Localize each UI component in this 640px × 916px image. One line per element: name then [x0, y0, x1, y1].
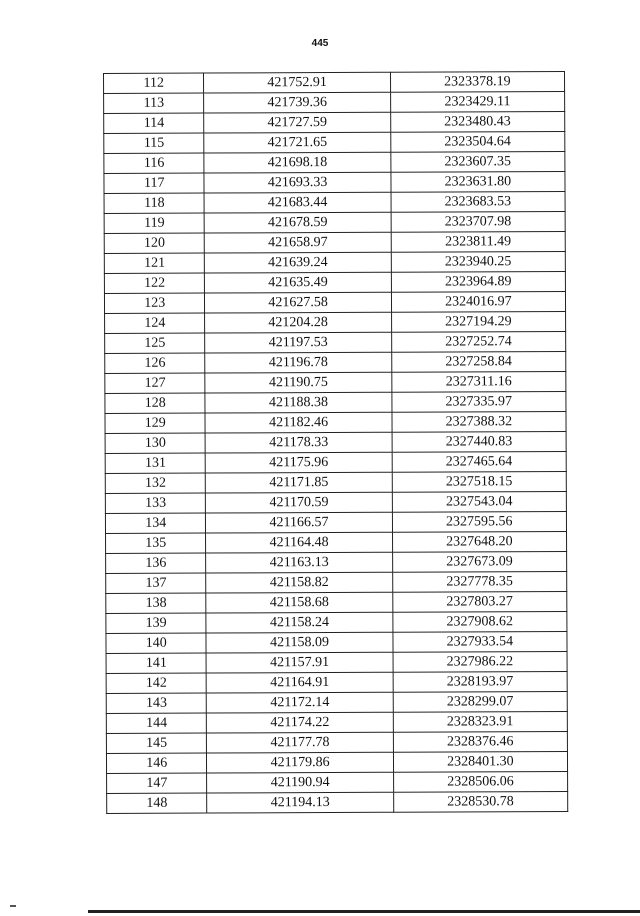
- point-number-cell: 130: [105, 433, 206, 453]
- y-coordinate-cell: 2323940.25: [391, 251, 565, 272]
- table-row: [106, 711, 567, 733]
- scan-artifact: [10, 905, 16, 907]
- point-number-cell: 126: [105, 353, 206, 373]
- table-row: [104, 71, 565, 93]
- y-coordinate-cell: 2323480.43: [390, 111, 564, 132]
- y-coordinate-cell: 2327908.62: [393, 611, 567, 632]
- y-coordinate-cell: 2327311.16: [391, 371, 565, 392]
- table-row: [106, 691, 567, 713]
- y-coordinate-cell: 2327335.97: [392, 391, 566, 412]
- table-row: [106, 551, 567, 573]
- y-coordinate-cell: 2323707.98: [391, 211, 565, 232]
- y-coordinate-cell: 2323683.53: [391, 191, 565, 212]
- table-row: [106, 591, 567, 613]
- x-coordinate-cell: 421678.59: [205, 212, 391, 233]
- point-number-cell: 123: [104, 293, 205, 313]
- y-coordinate-cell: 2327388.32: [392, 411, 566, 432]
- table-row: [105, 451, 566, 473]
- point-number-cell: 142: [106, 673, 207, 693]
- coordinate-table: [103, 71, 568, 814]
- point-number-cell: 136: [106, 553, 207, 573]
- table-row: [106, 671, 567, 693]
- y-coordinate-cell: 2327543.04: [392, 491, 566, 512]
- point-number-cell: 121: [104, 253, 205, 273]
- y-coordinate-cell: 2327465.64: [392, 451, 566, 472]
- x-coordinate-cell: 421698.18: [204, 152, 390, 173]
- x-coordinate-cell: 421627.58: [205, 292, 391, 313]
- x-coordinate-cell: 421639.24: [205, 252, 391, 273]
- x-coordinate-cell: 421190.94: [207, 772, 393, 793]
- point-number-cell: 128: [105, 393, 206, 413]
- point-number-cell: 127: [105, 373, 206, 393]
- table-row: [104, 291, 565, 313]
- y-coordinate-cell: 2328376.46: [393, 731, 567, 752]
- x-coordinate-cell: 421177.78: [207, 732, 393, 753]
- table-row: [104, 151, 565, 173]
- x-coordinate-cell: 421158.82: [206, 572, 392, 593]
- x-coordinate-cell: 421658.97: [205, 232, 391, 253]
- table-row: [105, 311, 566, 333]
- table-row: [106, 531, 567, 553]
- x-coordinate-cell: 421175.96: [206, 452, 392, 473]
- x-coordinate-cell: 421182.46: [205, 412, 391, 433]
- x-coordinate-cell: 421163.13: [206, 552, 392, 573]
- point-number-cell: 113: [104, 93, 205, 113]
- table-row: [104, 171, 565, 193]
- table-row: [104, 131, 565, 153]
- x-coordinate-cell: 421188.38: [205, 392, 391, 413]
- point-number-cell: 144: [106, 713, 207, 733]
- point-number-cell: 114: [104, 113, 205, 133]
- point-number-cell: 134: [105, 513, 206, 533]
- table-row: [106, 651, 567, 673]
- point-number-cell: 140: [106, 633, 207, 653]
- x-coordinate-cell: 421164.48: [206, 532, 392, 553]
- point-number-cell: 116: [104, 153, 205, 173]
- x-coordinate-cell: 421158.24: [206, 612, 392, 633]
- y-coordinate-cell: 2327648.20: [392, 531, 566, 552]
- point-number-cell: 131: [105, 453, 206, 473]
- point-number-cell: 122: [104, 273, 205, 293]
- y-coordinate-cell: 2328506.06: [393, 771, 567, 792]
- table-row: [104, 211, 565, 233]
- point-number-cell: 125: [105, 333, 206, 353]
- point-number-cell: 133: [105, 493, 206, 513]
- point-number-cell: 117: [104, 173, 205, 193]
- point-number-cell: 118: [104, 193, 205, 213]
- table-row: [105, 511, 566, 533]
- x-coordinate-cell: 421727.59: [204, 112, 390, 133]
- y-coordinate-cell: 2327933.54: [393, 631, 567, 652]
- y-coordinate-cell: 2327518.15: [392, 471, 566, 492]
- x-coordinate-cell: 421171.85: [206, 472, 392, 493]
- x-coordinate-cell: 421166.57: [206, 512, 392, 533]
- table-row: [105, 491, 566, 513]
- table-row: [105, 431, 566, 453]
- y-coordinate-cell: 2327194.29: [391, 311, 565, 332]
- y-coordinate-cell: 2327986.22: [393, 651, 567, 672]
- x-coordinate-cell: 421170.59: [206, 492, 392, 513]
- y-coordinate-cell: 2323378.19: [390, 71, 564, 92]
- y-coordinate-cell: 2327258.84: [391, 351, 565, 372]
- point-number-cell: 132: [105, 473, 206, 493]
- x-coordinate-cell: 421693.33: [204, 172, 390, 193]
- x-coordinate-cell: 421197.53: [205, 332, 391, 353]
- x-coordinate-cell: 421174.22: [207, 712, 393, 733]
- y-coordinate-cell: 2327440.83: [392, 431, 566, 452]
- point-number-cell: 141: [106, 653, 207, 673]
- table-row: [106, 571, 567, 593]
- y-coordinate-cell: 2327252.74: [391, 331, 565, 352]
- y-coordinate-cell: 2323429.11: [390, 91, 564, 112]
- table-row: [104, 191, 565, 213]
- point-number-cell: 137: [106, 573, 207, 593]
- x-coordinate-cell: 421683.44: [205, 192, 391, 213]
- table-row: [105, 391, 566, 413]
- page-number: 445: [311, 38, 329, 49]
- x-coordinate-cell: 421178.33: [206, 432, 392, 453]
- x-coordinate-cell: 421635.49: [205, 272, 391, 293]
- x-coordinate-cell: 421158.09: [206, 632, 392, 653]
- table-row: [105, 351, 566, 373]
- point-number-cell: 124: [105, 313, 206, 333]
- point-number-cell: 138: [106, 593, 207, 613]
- x-coordinate-cell: 421204.28: [205, 312, 391, 333]
- x-coordinate-cell: 421164.91: [207, 672, 393, 693]
- y-coordinate-cell: 2323631.80: [391, 171, 565, 192]
- table-row: [104, 91, 565, 113]
- point-number-cell: 115: [104, 133, 205, 153]
- point-number-cell: 139: [106, 613, 207, 633]
- table-row: [106, 611, 567, 633]
- y-coordinate-cell: 2327803.27: [392, 591, 566, 612]
- x-coordinate-cell: 421752.91: [204, 72, 390, 93]
- y-coordinate-cell: 2323811.49: [391, 231, 565, 252]
- y-coordinate-cell: 2328401.30: [393, 751, 567, 772]
- y-coordinate-cell: 2324016.97: [391, 291, 565, 312]
- y-coordinate-cell: 2327778.35: [392, 571, 566, 592]
- table-row: [105, 411, 566, 433]
- x-coordinate-cell: 421194.13: [207, 792, 393, 813]
- point-number-cell: 147: [107, 773, 208, 793]
- x-coordinate-cell: 421157.91: [207, 652, 393, 673]
- table-row: [104, 111, 565, 133]
- point-number-cell: 143: [106, 693, 207, 713]
- page-bottom-border: [88, 910, 640, 913]
- y-coordinate-cell: 2328193.97: [393, 671, 567, 692]
- point-number-cell: 146: [106, 753, 207, 773]
- y-coordinate-cell: 2328299.07: [393, 691, 567, 712]
- table-row: [105, 371, 566, 393]
- y-coordinate-cell: 2323607.35: [391, 151, 565, 172]
- point-number-cell: 112: [104, 73, 205, 93]
- x-coordinate-cell: 421172.14: [207, 692, 393, 713]
- table-row: [106, 631, 567, 653]
- x-coordinate-cell: 421196.78: [205, 352, 391, 373]
- table-row: [107, 771, 568, 793]
- x-coordinate-cell: 421190.75: [205, 372, 391, 393]
- table-row: [104, 231, 565, 253]
- x-coordinate-cell: 421721.65: [204, 132, 390, 153]
- point-number-cell: 148: [107, 793, 208, 813]
- point-number-cell: 145: [106, 733, 207, 753]
- x-coordinate-cell: 421158.68: [206, 592, 392, 613]
- table-row: [107, 791, 568, 813]
- y-coordinate-cell: 2328323.91: [393, 711, 567, 732]
- y-coordinate-cell: 2328530.78: [393, 791, 567, 812]
- table-row: [106, 731, 567, 753]
- y-coordinate-cell: 2323964.89: [391, 271, 565, 292]
- table-row: [106, 751, 567, 773]
- x-coordinate-cell: 421179.86: [207, 752, 393, 773]
- point-number-cell: 135: [106, 533, 207, 553]
- point-number-cell: 129: [105, 413, 206, 433]
- point-number-cell: 119: [104, 213, 205, 233]
- coordinate-table-body: [104, 71, 568, 813]
- y-coordinate-cell: 2327673.09: [392, 551, 566, 572]
- table-row: [105, 471, 566, 493]
- table-row: [105, 331, 566, 353]
- table-row: [104, 271, 565, 293]
- x-coordinate-cell: 421739.36: [204, 92, 390, 113]
- table-row: [104, 251, 565, 273]
- point-number-cell: 120: [104, 233, 205, 253]
- y-coordinate-cell: 2327595.56: [392, 511, 566, 532]
- y-coordinate-cell: 2323504.64: [390, 131, 564, 152]
